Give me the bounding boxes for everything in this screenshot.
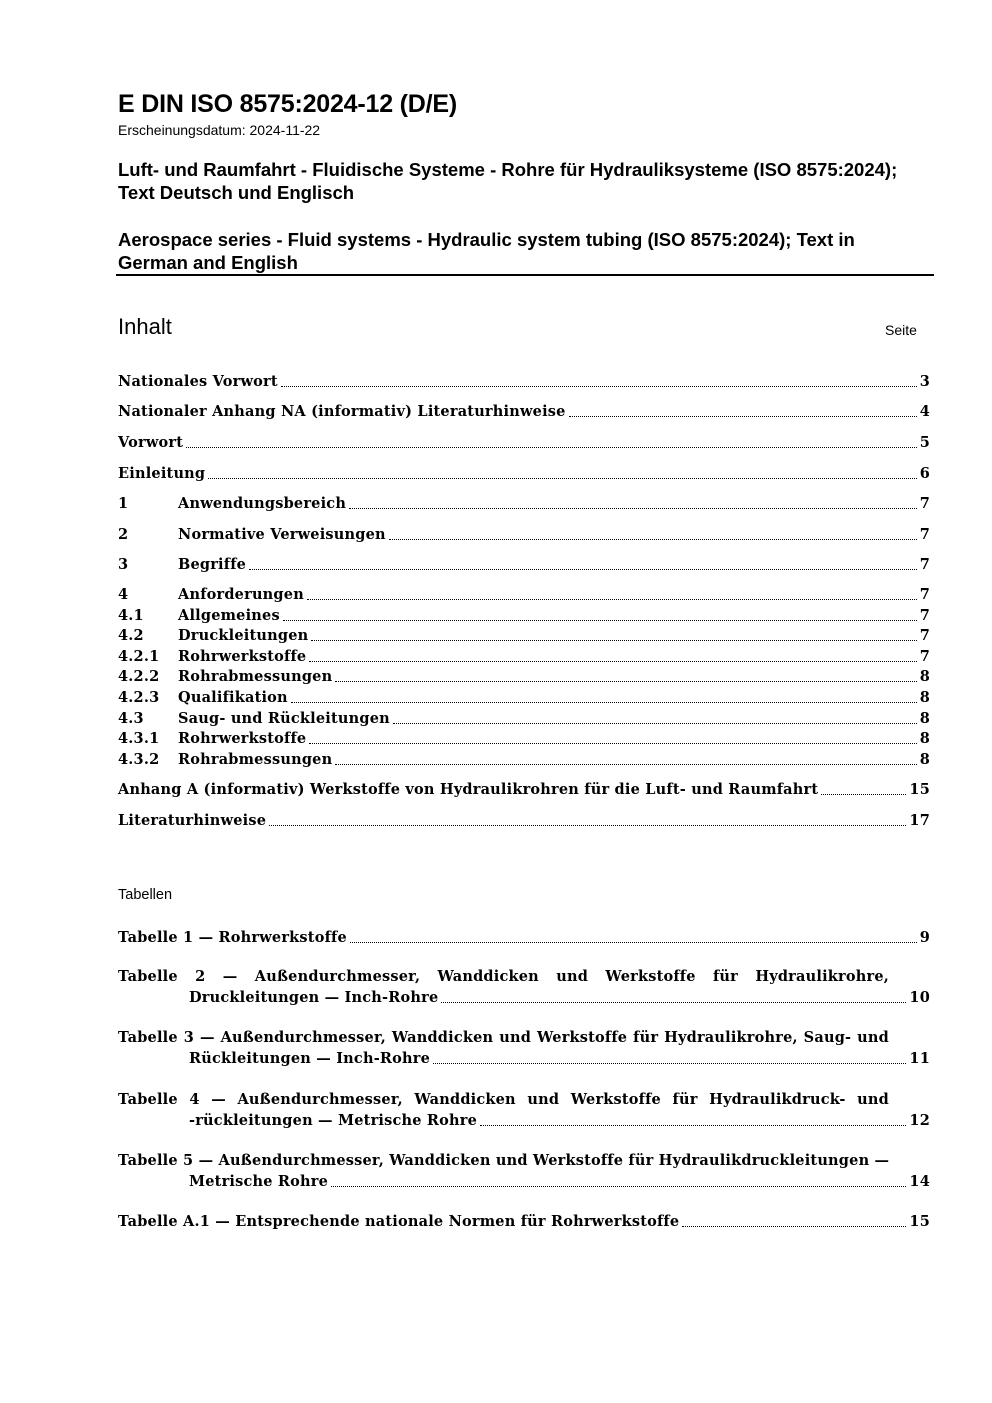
- toc-entry-page: 15: [906, 780, 930, 800]
- table-entry-page: 9: [917, 927, 930, 948]
- toc-entry-page: 8: [917, 750, 930, 770]
- dot-leader: [208, 478, 917, 479]
- table-entry-page: 15: [906, 1211, 930, 1232]
- toc-heading: Inhalt: [118, 314, 172, 339]
- toc-entry-page: 7: [917, 626, 930, 646]
- tables-heading: Tabellen: [118, 887, 173, 903]
- toc-entry-title: Normative Verweisungen: [178, 525, 389, 545]
- table-entry-page: 11: [906, 1048, 930, 1069]
- toc-entry-number: 4.2.1: [118, 648, 160, 665]
- table-entry-title-line2: Druckleitungen — Inch-Rohre: [189, 987, 441, 1008]
- dot-leader: [269, 825, 906, 826]
- table-entry-title: Tabelle A.1 — Entsprechende nationale Normen für Rohrwerkstoffe: [118, 1211, 682, 1232]
- table-entry-title-line2: Metrische Rohre: [189, 1171, 331, 1192]
- toc-entry-page: 5: [917, 433, 930, 453]
- table-list-entry[interactable]: [118, 1089, 930, 1131]
- toc-entry-title: Rohrwerkstoffe: [178, 729, 309, 749]
- toc-entry-page: 7: [917, 555, 930, 575]
- toc-entry-number: 3: [118, 556, 129, 573]
- toc-entry[interactable]: [118, 555, 930, 575]
- table-entry-title-line1: Tabelle 2 — Außendurchmesser, Wanddicken und Werkstoffe für Hydraulikrohre,: [118, 968, 889, 985]
- toc-entry-title: Allgemeines: [178, 606, 283, 626]
- toc-entry-page: 8: [917, 688, 930, 708]
- toc-entry-title: Druckleitungen: [178, 626, 311, 646]
- toc-entry-title: Rohrabmessungen: [178, 750, 335, 770]
- dot-leader: [480, 1125, 906, 1126]
- table-entry-title-line2: Rückleitungen — Inch-Rohre: [189, 1048, 433, 1069]
- table-entry-title-line1: Tabelle 4 — Außendurchmesser, Wanddicken und Werkstoffe für Hydraulikdruck- und: [118, 1091, 889, 1108]
- toc-entry-title: Rohrabmessungen: [178, 667, 335, 687]
- toc-entry[interactable]: [118, 750, 930, 770]
- dot-leader: [309, 743, 917, 744]
- toc-entry-number: 4: [118, 586, 129, 603]
- toc-entry-page: 8: [917, 667, 930, 687]
- dot-leader: [281, 386, 917, 387]
- dot-leader: [307, 599, 917, 600]
- title-english: Aerospace series - Fluid systems - Hydraulic system tubing (ISO 8575:2024); Text in German and English: [118, 229, 855, 273]
- dot-leader: [331, 1186, 906, 1187]
- toc-entry-number: 4.1: [118, 607, 144, 624]
- toc-entry[interactable]: [118, 709, 930, 729]
- toc-entry[interactable]: [118, 688, 930, 708]
- table-list-entry[interactable]: [118, 1211, 930, 1232]
- toc-entry-title: Nationaler Anhang NA (informativ) Literaturhinweise: [118, 402, 569, 422]
- toc-entry-title: Einleitung: [118, 464, 208, 484]
- table-entry-page: 10: [906, 987, 930, 1008]
- toc-entry-page: 7: [917, 494, 930, 514]
- toc-entry[interactable]: [118, 494, 930, 514]
- toc-entry-title: Literaturhinweise: [118, 811, 269, 831]
- toc-entry-number: 4.3: [118, 710, 144, 727]
- toc-entry[interactable]: [118, 647, 930, 667]
- title-german: Luft- und Raumfahrt - Fluidische Systeme - Rohre für Hydrauliksysteme (ISO 8575:2024); Text Deutsch und Englisch: [118, 159, 898, 203]
- dot-leader: [283, 620, 917, 621]
- dot-leader: [349, 508, 917, 509]
- table-entry-title-line1: Tabelle 3 — Außendurchmesser, Wanddicken und Werkstoffe für Hydraulikrohre, Saug- und: [118, 1029, 889, 1046]
- toc-entry-page: 6: [917, 464, 930, 484]
- toc-entry-title: Anhang A (informativ) Werkstoffe von Hydraulikrohren für die Luft- und Raumfahrt: [118, 780, 821, 800]
- table-entry-title-line1: Tabelle 5 — Außendurchmesser, Wanddicken und Werkstoffe für Hydraulikdruckleitungen —: [118, 1152, 889, 1169]
- toc-entry-number: 4.2.3: [118, 689, 160, 706]
- toc-entry-page: 17: [906, 811, 930, 831]
- toc-entry-page: 8: [917, 709, 930, 729]
- toc-entry-number: 1: [118, 495, 129, 512]
- toc-entry-title: Anforderungen: [178, 585, 307, 605]
- dot-leader: [393, 723, 917, 724]
- dot-leader: [309, 661, 917, 662]
- table-list-entry[interactable]: [118, 1150, 930, 1192]
- toc-entry[interactable]: [118, 626, 930, 646]
- toc-entry[interactable]: [118, 780, 930, 800]
- document-id: E DIN ISO 8575:2024-12 (D/E): [118, 90, 457, 118]
- dot-leader: [249, 569, 917, 570]
- dot-leader: [433, 1063, 906, 1064]
- toc-entry-page: 3: [917, 372, 930, 392]
- toc-entry[interactable]: [118, 464, 930, 484]
- toc-entry-number: 2: [118, 526, 129, 543]
- toc-entry[interactable]: [118, 585, 930, 605]
- toc-entry-title: Qualifikation: [178, 688, 291, 708]
- dot-leader: [821, 794, 906, 795]
- toc-entry[interactable]: [118, 372, 930, 392]
- toc-entry-title: Rohrwerkstoffe: [178, 647, 309, 667]
- dot-leader: [186, 447, 917, 448]
- toc-entry-title: Nationales Vorwort: [118, 372, 281, 392]
- dot-leader: [350, 942, 917, 943]
- toc-entry-page: 7: [917, 606, 930, 626]
- publication-date: Erscheinungsdatum: 2024-11-22: [118, 122, 321, 138]
- toc-entry-title: Saug- und Rückleitungen: [178, 709, 393, 729]
- toc-entry-number: 4.3.2: [118, 751, 160, 768]
- toc-entry-number: 4.3.1: [118, 730, 160, 747]
- dot-leader: [389, 539, 917, 540]
- table-entry-title: Tabelle 1 — Rohrwerkstoffe: [118, 927, 350, 948]
- toc-entry-page: 7: [917, 585, 930, 605]
- toc-entry[interactable]: [118, 729, 930, 749]
- toc-entry-page: 7: [917, 525, 930, 545]
- page-column-heading: Seite: [885, 322, 917, 338]
- table-list-entry[interactable]: [118, 927, 930, 948]
- dot-leader: [441, 1002, 906, 1003]
- toc-entry[interactable]: [118, 606, 930, 626]
- dot-leader: [682, 1226, 906, 1227]
- table-entry-page: 12: [906, 1110, 930, 1131]
- toc-entry[interactable]: [118, 667, 930, 687]
- toc-entry-title: Anwendungsbereich: [178, 494, 349, 514]
- toc-entry-title: Vorwort: [118, 433, 186, 453]
- dot-leader: [311, 640, 917, 641]
- toc-entry[interactable]: [118, 811, 930, 831]
- table-entry-title-line2: -rückleitungen — Metrische Rohre: [189, 1110, 480, 1131]
- toc-entry-number: 4.2: [118, 627, 144, 644]
- table-list-entry[interactable]: [118, 1027, 930, 1069]
- table-list-entry[interactable]: [118, 966, 930, 1008]
- toc-entry-title: Begriffe: [178, 555, 249, 575]
- header-divider: [116, 274, 934, 276]
- dot-leader: [335, 681, 917, 682]
- toc-entry[interactable]: [118, 402, 930, 422]
- toc-entry-page: 8: [917, 729, 930, 749]
- toc-entry-page: 7: [917, 647, 930, 667]
- dot-leader: [569, 416, 917, 417]
- toc-entry[interactable]: [118, 433, 930, 453]
- toc-entry[interactable]: [118, 525, 930, 545]
- dot-leader: [335, 764, 917, 765]
- dot-leader: [291, 702, 917, 703]
- table-entry-page: 14: [906, 1171, 930, 1192]
- toc-entry-page: 4: [917, 402, 930, 422]
- toc-entry-number: 4.2.2: [118, 668, 160, 685]
